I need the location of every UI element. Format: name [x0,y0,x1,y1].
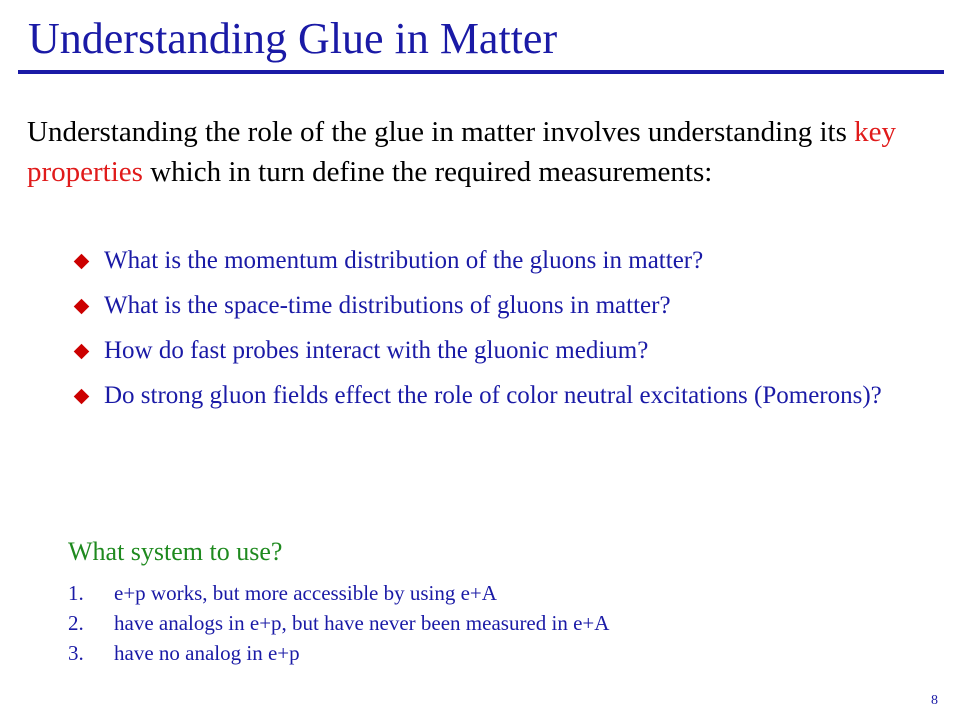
intro-text-end: which in turn define the required measurements: [142,156,713,188]
slide-title: Understanding Glue in Matter [28,14,558,63]
diamond-bullet-icon [74,344,90,360]
item-number: 2. [68,611,84,635]
system-list [68,578,609,668]
question-item [76,244,936,277]
question-text: How do fast probes interact with the gluonic medium? [104,337,649,364]
question-item [76,379,936,412]
question-item [76,334,936,367]
page-number: 8 [931,693,938,708]
system-item [68,608,609,638]
question-text: What is the momentum distribution of the gluons in matter? [104,247,704,274]
diamond-bullet-icon [74,389,90,405]
item-text: e+p works, but more accessible by using e+A [114,581,497,605]
question-item [76,289,936,322]
intro-text-start: Understanding the role of the glue in matter involves understanding its [27,116,855,148]
item-text: have analogs in e+p, but have never been measured in e+A [114,611,610,635]
system-question: What system to use? [68,537,283,566]
item-number: 1. [68,581,84,605]
question-text: Do strong gluon fields effect the role of color neutral excitations (Pomerons)? [104,382,882,409]
item-text: have no analog in e+p [114,641,300,665]
question-text: What is the space-time distributions of gluons in matter? [104,292,671,319]
title-divider [18,70,944,74]
intro-paragraph [27,112,927,192]
question-list [76,244,936,424]
key-properties-highlight: key properties [27,116,896,188]
system-item [68,638,609,668]
item-number: 3. [68,641,84,665]
diamond-bullet-icon [74,254,90,270]
diamond-bullet-icon [74,299,90,315]
system-item [68,578,609,608]
